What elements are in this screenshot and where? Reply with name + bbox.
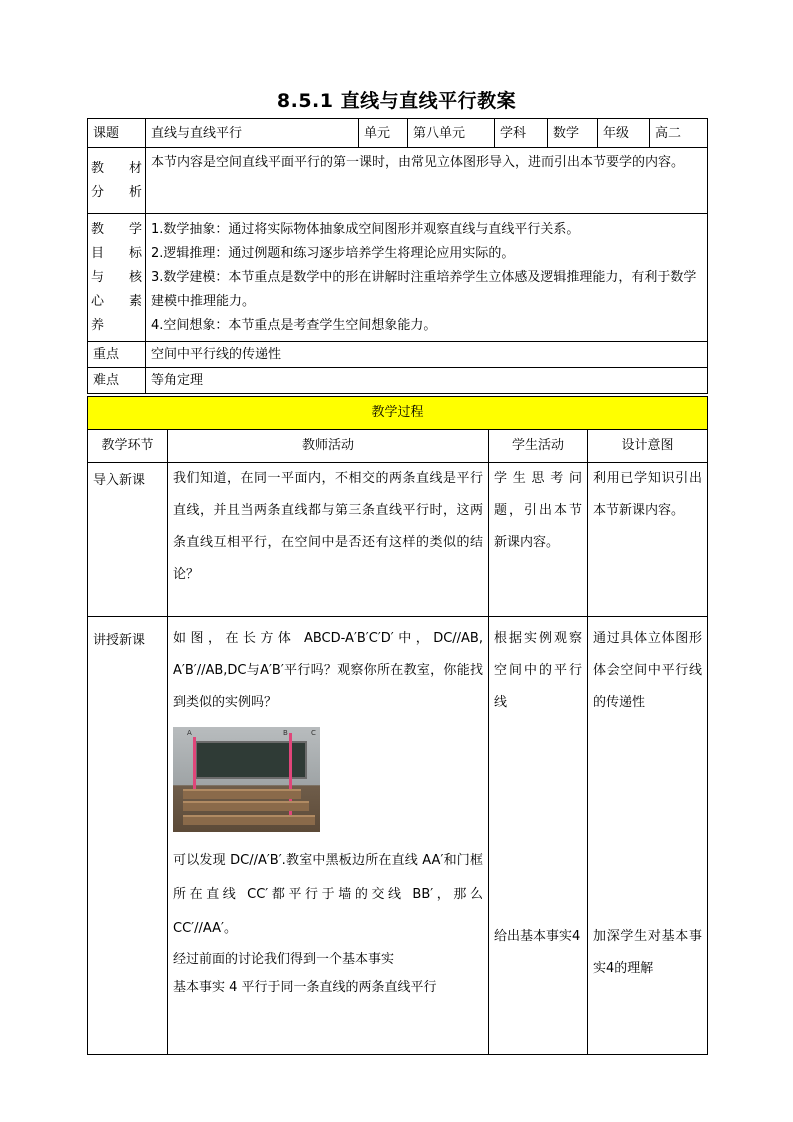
student-intro: 学生思考问题，引出本节新课内容。 (489, 463, 588, 617)
analysis-text (146, 148, 708, 214)
unit-label: 单元 (359, 119, 408, 148)
student-new-1: 根据实例观察空间中的平行线 (494, 631, 582, 710)
desk-row (183, 801, 309, 811)
goals-label-line-5: 养 (91, 317, 105, 333)
intent-new (588, 617, 708, 1055)
goal-item: 3.数学建模：本节重点是数学中的形在讲解时注重培养学生立体感及逻辑推理能力，有利于数学建模中推理能力。 (151, 269, 697, 309)
goal-item: 2.逻辑推理：通过例题和练习逐步培养学生将理论应用实际的。 (151, 245, 515, 261)
process-table (87, 396, 708, 1055)
teacher-new-p4: 基本事实 4 平行于同一条直线的两条直线平行 (173, 980, 437, 995)
table-row (88, 463, 708, 617)
table-row (88, 617, 708, 1055)
stage-new: 讲授新课 (88, 617, 168, 1055)
goals-label-line-3: 与 核 (91, 269, 142, 285)
teacher-intro: 我们知道，在同一平面内，不相交的两条直线是平行直线，并且当两条直线都与第三条直线平行时，这两条直线互相平行，在空间中是否还有这样的类似的结论？ (168, 463, 489, 617)
header-student: 学生活动 (489, 430, 588, 463)
goals-label-line-1: 教 学 (91, 221, 142, 237)
difficulty-value: 等角定理 (146, 368, 708, 394)
photo-label-a: A (187, 729, 192, 737)
header-teacher: 教师活动 (168, 430, 489, 463)
teacher-new (168, 617, 489, 1055)
desk-row (183, 789, 301, 799)
student-new-2: 给出基本事实4 (494, 929, 581, 944)
difficulty-label: 难点 (88, 368, 146, 394)
subject-label: 学科 (495, 119, 548, 148)
header-stage: 教学环节 (88, 430, 168, 463)
teacher-new-p3: 经过前面的讨论我们得到一个基本事实 (173, 952, 395, 967)
intent-new-2: 加深学生对基本事实4的理解 (593, 929, 703, 976)
header-intent: 设计意图 (588, 430, 708, 463)
topic-value: 直线与直线平行 (146, 119, 359, 148)
classroom-photo (173, 727, 320, 832)
student-new (489, 617, 588, 1055)
goals-label-line-4: 心 素 (91, 293, 142, 309)
topic-label: 课题 (88, 119, 146, 148)
analysis-label (88, 148, 146, 214)
analysis-label-line-2: 分 析 (91, 184, 142, 200)
process-banner: 教学过程 (88, 397, 708, 430)
grade-label: 年级 (598, 119, 650, 148)
key-label: 重点 (88, 342, 146, 368)
intent-new-1: 通过具体立体图形体会空间中平行线的传递性 (593, 631, 703, 710)
goals-label (88, 214, 146, 342)
analysis-paragraph: 本节内容是空间直线平面平行的第一课时，由常见立体图形导入，进而引出本节要学的内容。 (151, 155, 685, 170)
unit-value: 第八单元 (408, 119, 495, 148)
intent-intro: 利用已学知识引出本节新课内容。 (588, 463, 708, 617)
info-table (87, 118, 708, 394)
grade-value: 高二 (650, 119, 708, 148)
page-title: 8.5.1 直线与直线平行教案 (276, 90, 517, 112)
goals-content (146, 214, 708, 342)
goal-item: 4.空间想象：本节重点是考查学生空间想象能力。 (151, 317, 437, 333)
teacher-new-p1: 如图，在长方体 ABCD-A′B′C′D′中，DC//AB, A′B′//AB,DC与A′B′平行吗？观察你所在教室，你能找到类似的实例吗？ (173, 631, 483, 710)
subject-value: 数学 (548, 119, 598, 148)
key-value: 空间中平行线的传递性 (146, 342, 708, 368)
goals-label-line-2: 目 标 (91, 245, 142, 261)
stage-intro: 导入新课 (88, 463, 168, 617)
edge-line-a (193, 737, 196, 797)
photo-label-b: B (283, 729, 288, 737)
teacher-new-p2: 可以发现 DC//A′B′.教室中黑板边所在直线 AA′和门框所在直线 CC′都平行于墙的交线 BB′，那么 CC′//AA′。 (173, 853, 483, 936)
desk-row (183, 815, 315, 825)
analysis-label-line-1: 教 材 (91, 160, 142, 176)
goal-item: 1.数学抽象：通过将实际物体抽象成空间图形并观察直线与直线平行关系。 (151, 221, 580, 237)
photo-label-c: C (311, 729, 316, 737)
